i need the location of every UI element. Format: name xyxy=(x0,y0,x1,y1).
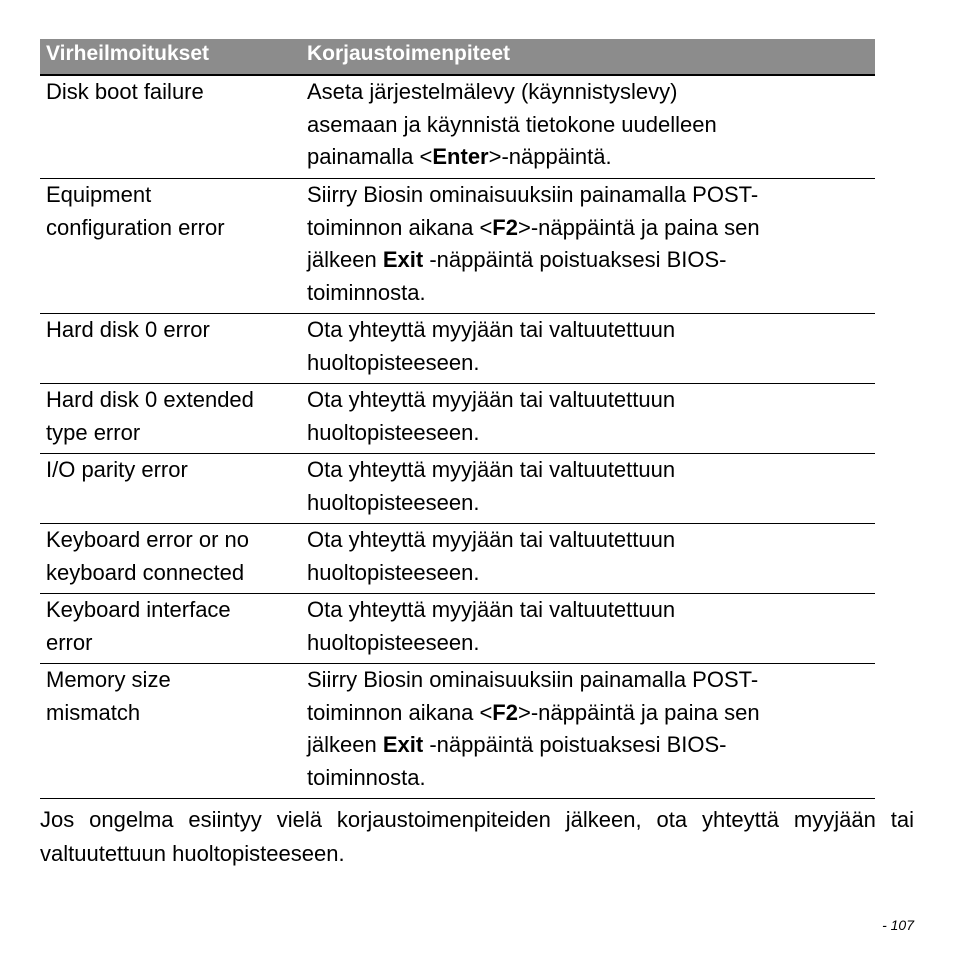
error-cell: Keyboard error or no keyboard connected xyxy=(46,527,249,585)
action-cell: Ota yhteyttä myyjään tai valtuutettuun huoltopisteeseen. xyxy=(307,597,676,655)
action-cell: Siirry Biosin ominaisuuksiin painamalla POST- toiminnon aikana <F2>-näppäintä ja paina sen jälkeen Exit -näppäintä poistuaksesi BIOS- toiminnosta. xyxy=(307,182,760,305)
key-name: Exit xyxy=(382,732,424,757)
error-cell: Equipment configuration error xyxy=(46,182,225,240)
header-corrective-actions: Korjaustoimenpiteet xyxy=(307,42,511,65)
error-cell: I/O parity error xyxy=(46,457,188,482)
action-cell: Ota yhteyttä myyjään tai valtuutettuun huoltopisteeseen. xyxy=(307,527,676,585)
table-header xyxy=(40,39,875,76)
key-name: Exit xyxy=(382,247,424,272)
action-cell: Ota yhteyttä myyjään tai valtuutettuun huoltopisteeseen. xyxy=(307,387,676,445)
table-row xyxy=(40,594,875,664)
key-name: F2 xyxy=(492,214,518,240)
error-cell: Hard disk 0 error xyxy=(46,317,210,342)
error-cell: Hard disk 0 extended type error xyxy=(46,387,254,445)
table-row xyxy=(40,314,875,384)
table-row xyxy=(40,664,875,799)
table-row xyxy=(40,524,875,594)
error-cell: Memory size mismatch xyxy=(46,667,171,725)
key-name: Enter xyxy=(432,144,489,169)
action-cell: Aseta järjestelmälevy (käynnistyslevy) asemaan ja käynnistä tietokone uudelleen painamalla <Enter>-näppäintä. xyxy=(307,79,717,169)
key-name: F2 xyxy=(492,699,518,725)
table-row xyxy=(40,384,875,454)
action-cell: Ota yhteyttä myyjään tai valtuutettuun huoltopisteeseen. xyxy=(307,457,676,515)
action-cell: Siirry Biosin ominaisuuksiin painamalla POST- toiminnon aikana <F2>-näppäintä ja paina sen jälkeen Exit -näppäintä poistuaksesi BIOS- toiminnosta. xyxy=(307,667,760,790)
table-row xyxy=(40,76,875,179)
error-messages-table xyxy=(40,39,875,799)
error-cell: Disk boot failure xyxy=(46,79,204,104)
header-error-messages: Virheilmoitukset xyxy=(46,42,209,65)
footer-paragraph: Jos ongelma esiintyy vielä korjaustoimenpiteiden jälkeen, ota yhteyttä myyjään tai valtuutettuun huoltopisteeseen. xyxy=(40,807,914,866)
table-row xyxy=(40,454,875,524)
error-cell: Keyboard interface error xyxy=(46,597,231,655)
table-row xyxy=(40,179,875,314)
action-cell: Ota yhteyttä myyjään tai valtuutettuun huoltopisteeseen. xyxy=(307,317,676,375)
page-number: - 107 xyxy=(882,917,914,933)
